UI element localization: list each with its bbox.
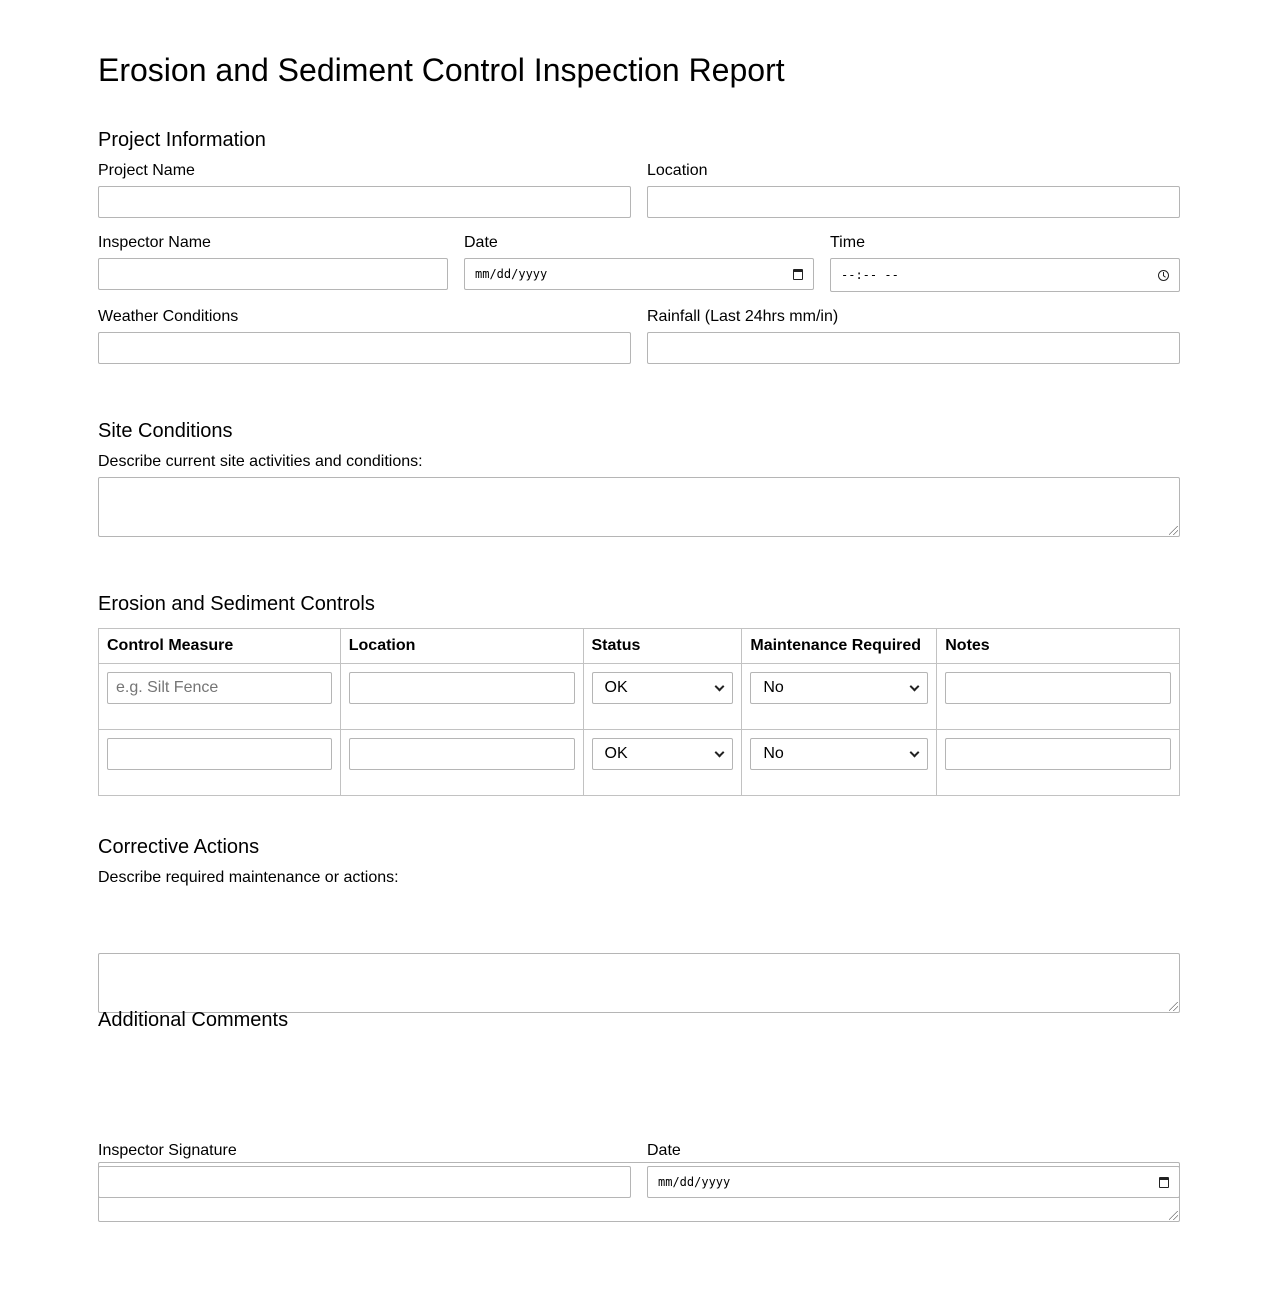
chevron-down-icon [910,747,920,757]
inspection-time-input[interactable] [830,258,1180,292]
inspector-signature-label: Inspector Signature [98,1142,237,1159]
section-heading-site-conditions: Site Conditions [98,420,233,442]
time-value: --:-- -- [841,268,899,282]
inspection-date-input[interactable] [464,258,814,290]
time-label: Time [830,234,865,251]
notes-input[interactable] [945,672,1171,704]
column-header-location: Location [340,629,583,664]
table-row [99,664,1180,730]
table-header-row [99,629,1180,664]
date-label: Date [464,234,498,251]
chevron-down-icon [715,681,725,691]
corrective-actions-textarea[interactable] [98,953,1180,1013]
signature-date-input[interactable] [647,1166,1180,1198]
section-heading-project-information: Project Information [98,129,266,151]
inspector-name-input[interactable] [98,258,448,290]
control-measure-input[interactable] [107,738,332,770]
rainfall-label: Rainfall (Last 24hrs mm/in) [647,308,839,325]
project-name-input[interactable] [98,186,631,218]
column-header-status: Status [583,629,742,664]
maintenance-required-select[interactable] [750,738,928,770]
maintenance-value: No [763,745,784,762]
project-name-label: Project Name [98,162,195,179]
inspector-name-label: Inspector Name [98,234,211,251]
weather-conditions-input[interactable] [98,332,631,364]
resize-handle-icon[interactable] [1169,526,1178,535]
location-label: Location [647,162,708,179]
controls-table [98,628,1180,796]
section-heading-corrective-actions: Corrective Actions [98,836,260,858]
control-measure-placeholder: e.g. Silt Fence [116,679,219,696]
maintenance-required-select[interactable] [750,672,928,704]
calendar-icon[interactable] [1159,1177,1169,1188]
maintenance-value: No [763,679,784,696]
signature-date-value: mm/dd/yyyy [658,1175,731,1189]
control-location-input[interactable] [349,738,575,770]
section-heading-controls: Erosion and Sediment Controls [98,593,375,615]
page-title: Erosion and Sediment Control Inspection Report [98,52,785,88]
chevron-down-icon [910,681,920,691]
control-measure-input[interactable] [107,672,332,704]
resize-handle-icon[interactable] [1169,1002,1178,1011]
weather-conditions-label: Weather Conditions [98,308,239,325]
date-value: mm/dd/yyyy [475,267,548,281]
site-conditions-label: Describe current site activities and conditions: [98,453,423,470]
rainfall-input[interactable] [647,332,1180,364]
resize-handle-icon[interactable] [1169,1211,1178,1220]
section-heading-additional-comments: Additional Comments [98,1009,289,1031]
status-value: OK [604,745,628,762]
chevron-down-icon [715,747,725,757]
status-value: OK [604,679,628,696]
corrective-actions-label: Describe required maintenance or actions: [98,869,399,886]
column-header-notes: Notes [937,629,1180,664]
signature-date-label: Date [647,1142,681,1159]
column-header-control-measure: Control Measure [99,629,341,664]
inspection-form [98,0,1180,1189]
notes-input[interactable] [945,738,1171,770]
status-select[interactable] [592,738,734,770]
table-row [99,730,1180,796]
inspector-signature-input[interactable] [98,1166,631,1198]
status-select[interactable] [592,672,734,704]
location-input[interactable] [647,186,1180,218]
control-location-input[interactable] [349,672,575,704]
calendar-icon[interactable] [793,269,803,280]
clock-icon[interactable] [1158,270,1169,281]
column-header-maintenance-required: Maintenance Required [742,629,937,664]
site-conditions-textarea[interactable] [98,477,1180,537]
